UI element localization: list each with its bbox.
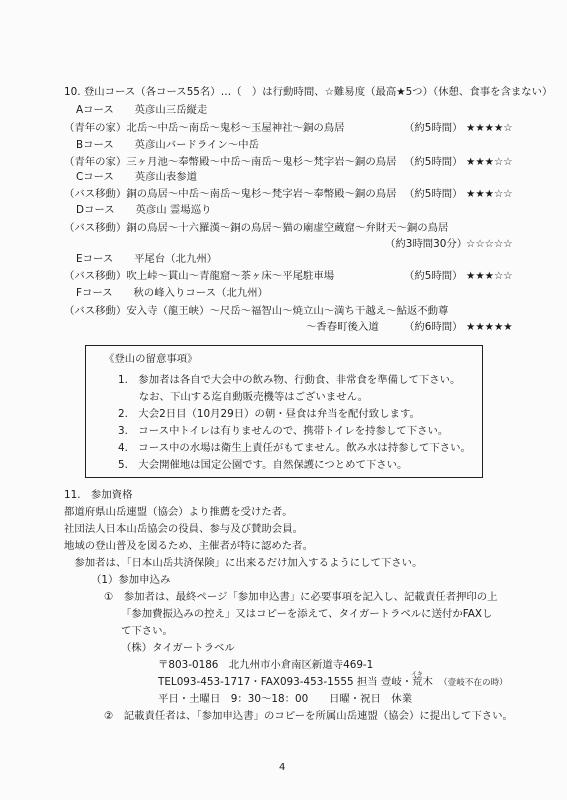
course-d-name: Dコース 英彦山 霊場巡り	[76, 204, 212, 216]
note-item: 5. 大会開催地は国定公園です。自然保護につとめて下さい。	[118, 459, 408, 471]
course-f-route-cont: ～香春町後入道	[306, 321, 379, 333]
course-a-time: （約5時間）	[404, 122, 463, 134]
course-d-route: （バス移動）銅の鳥居～十六羅漢～銅の鳥居～猫の廟虚空蔵窟～弁財天～銅の鳥居	[64, 222, 449, 234]
eligibility-line: 地域の登山普及を図るため、主催者が特に認めた者。	[64, 540, 313, 552]
course-f-route: （バス移動）安入寺（龍王峡）～尺岳～福智山～焼立山～満ち干越え～鮎返不動尊	[64, 305, 449, 317]
eligibility-line: 都道府県山岳連盟（協会）より推薦を受けた者。	[64, 506, 293, 518]
course-a-name: Aコース 英彦山三岳縦走	[76, 104, 208, 116]
course-f-stars: ★★★★★	[466, 321, 513, 333]
course-b-stars: ★★★☆☆	[466, 156, 513, 168]
contact-note: （壹岐不在の時）	[439, 678, 508, 688]
course-d-stars: ☆☆☆☆☆	[466, 238, 513, 250]
course-e-time: （約5時間）	[404, 270, 463, 282]
eligibility-line: 社団法人日本山岳協会の役員、参与及び賛助会員。	[64, 523, 303, 535]
course-section-heading: 10. 登山コース（各コース55名）…（ ）は行動時間、☆難易度（最高★5つ）（休憩、食事を含まない）	[64, 86, 553, 98]
note-item: なお、下山する迄自動販売機等はございません。	[118, 391, 368, 403]
travel-agency-contact: TEL093-453-1717・FAX093-453-1555 担当 壹岐・荒木	[158, 676, 433, 688]
application-step1-line: ① 参加者は、最終ページ「参加申込書」に必要事項を記入し、記載責任者押印の上	[104, 591, 498, 603]
course-c-name: Cコース 英彦山表参道	[76, 171, 198, 183]
travel-agency-address: 〒803-0186 北九州市小倉南区新道寺469-1	[158, 659, 374, 671]
course-a-route: （青年の家）北岳～中岳～南岳～鬼杉～玉屋神社～銅の鳥居	[64, 122, 345, 134]
application-step1-line: て下さい。	[121, 625, 173, 637]
course-e-name: Eコース 平尾台（北九州）	[76, 253, 218, 265]
note-item: 3. コース中トイレは有りませんので、携帯トイレを持参して下さい。	[118, 425, 449, 437]
course-e-stars: ★★★☆☆	[466, 270, 513, 282]
course-f-name: Fコース 秋の峰入りコース（北九州）	[76, 287, 268, 299]
course-f-time: （約6時間）	[404, 321, 463, 333]
course-b-name: Bコース 英彦山バードライン～中岳	[76, 139, 259, 151]
eligibility-line: 参加者は、「日本山岳共済保険」に出来るだけ加入するようにして下さい。	[64, 557, 423, 569]
office-hours: 平日・土曜日 9：30～18：00 日曜・祝日 休業	[158, 693, 413, 705]
travel-agency-name: （株）タイガートラベル	[121, 642, 235, 654]
course-b-time: （約5時間）	[404, 156, 463, 168]
application-step2: ② 記載責任者は、「参加申込書」のコピーを所属山岳連盟（協会）に提出して下さい。	[104, 710, 513, 722]
course-d-time: （約3時間30分）	[385, 238, 468, 250]
course-c-route: （バス移動）銅の鳥居～中岳～南岳～鬼杉～梵字岩～奉幣殿～銅の鳥居	[64, 188, 397, 200]
notes-title: 《登山の留意事項》	[104, 353, 198, 365]
course-b-route: （青年の家）三ヶ月池～奉幣殿～中岳～南岳～鬼杉～梵字岩～銅の鳥居	[64, 156, 397, 168]
course-a-stars: ★★★★☆	[466, 122, 513, 134]
note-item: 2. 大会2日目（10月29日）の朝・昼食は弁当を配付致します。	[118, 408, 420, 420]
note-item: 4. コース中の水場は衛生上責任がもてません。飲み水は持参して下さい。	[118, 442, 471, 454]
page-number: 4	[279, 762, 286, 773]
course-c-time: （約5時間）	[404, 188, 463, 200]
note-item: 1. 参加者は各自で大会中の飲み物、行動食、非常食を準備して下さい。	[118, 374, 461, 386]
course-e-route: （バス移動）吹上峠～貫山～青龍窟～茶ヶ床～平尾駐車場	[64, 270, 335, 282]
application-heading: （1）参加申込み	[91, 574, 171, 586]
application-step1-line: 「参加費振込みの控え」又はコピーを添えて、タイガートラベルに送付かFAXし	[121, 608, 493, 620]
course-c-stars: ★★★☆☆	[466, 188, 513, 200]
eligibility-heading: 11. 参加資格	[64, 489, 133, 501]
contact-furigana: イキ	[411, 671, 424, 678]
